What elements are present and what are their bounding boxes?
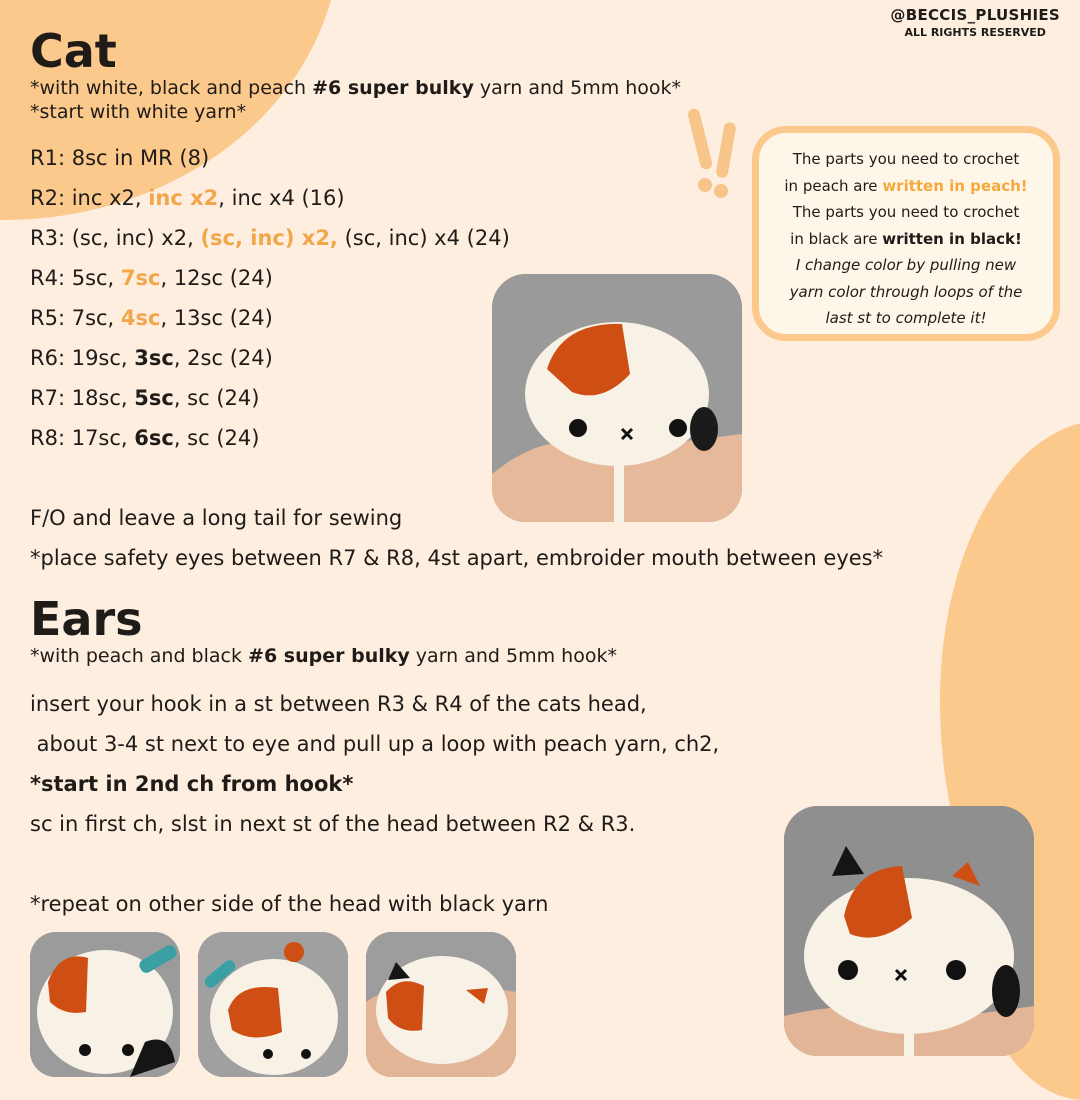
peach-stitch-text: 7sc <box>120 266 161 290</box>
photo-cat-with-ears <box>784 806 1034 1056</box>
row-text: R7: 18sc, <box>30 386 135 410</box>
ears-step-1: insert your hook in a st between R3 & R4 of the cats head, <box>30 692 647 716</box>
row-text: R3: (sc, inc) x2, <box>30 226 201 250</box>
row-text: , sc (24) <box>173 386 260 410</box>
row-text: , 2sc (24) <box>173 346 273 370</box>
cat-finish: F/O and leave a long tail for sewing <box>30 506 403 530</box>
black-stitch-text: 3sc <box>134 346 174 370</box>
black-stitch-text: 5sc <box>134 386 174 410</box>
row-text: , 13sc (24) <box>160 306 273 330</box>
ears-materials-yarn: #6 super bulky <box>248 645 410 667</box>
row-text: (sc, inc) x4 (24) <box>337 226 510 250</box>
peach-stitch-text: (sc, inc) x2, <box>200 226 338 250</box>
pattern-row <box>30 146 209 170</box>
row-text: R6: 19sc, <box>30 346 135 370</box>
ears-materials-suffix: yarn and 5mm hook* <box>409 645 617 667</box>
pattern-row <box>30 186 345 210</box>
note-line-5: I change color by pulling new <box>795 256 1017 274</box>
note-line-3: The parts you need to crochet <box>792 203 1020 221</box>
row-text: R2: inc x2, <box>30 186 149 210</box>
pattern-row <box>30 266 273 290</box>
cat-materials <box>30 78 681 100</box>
brand-watermark <box>890 6 1060 39</box>
cat-materials-yarn: #6 super bulky <box>312 77 474 99</box>
brand-handle: @BECCIS_PLUSHIES <box>890 6 1060 24</box>
row-text: , sc (24) <box>173 426 260 450</box>
cat-start-note: *start with white yarn* <box>30 101 247 123</box>
row-text: R5: 7sc, <box>30 306 121 330</box>
pattern-row <box>30 306 273 330</box>
row-text: R8: 17sc, <box>30 426 135 450</box>
pattern-row <box>30 226 510 250</box>
cat-title: Cat <box>30 24 117 78</box>
row-text: R4: 5sc, <box>30 266 121 290</box>
photo-step-2 <box>198 932 348 1077</box>
ears-step-2: about 3-4 st next to eye and pull up a loop with peach yarn, ch2, <box>30 732 720 756</box>
peach-stitch-text: 4sc <box>120 306 161 330</box>
ears-step-3: *start in 2nd ch from hook* <box>30 772 354 796</box>
row-text: , 12sc (24) <box>160 266 273 290</box>
row-text: R1: 8sc in MR (8) <box>30 146 210 170</box>
note-line-2: in peach are written in peach! <box>784 176 1028 195</box>
ears-materials <box>30 646 617 668</box>
peach-stitch-text: inc x2 <box>148 186 219 210</box>
cat-materials-prefix: *with white, black and peach <box>30 77 313 99</box>
row-text: , inc x4 (16) <box>218 186 345 210</box>
note-line-1: The parts you need to crochet <box>792 150 1020 168</box>
photo-cat-head <box>492 274 742 522</box>
pattern-row <box>30 386 259 410</box>
black-stitch-text: 6sc <box>134 426 174 450</box>
pattern-row <box>30 426 259 450</box>
cat-eyes-instruction: *place safety eyes between R7 & R8, 4st apart, embroider mouth between eyes* <box>30 546 884 570</box>
ears-step-5: *repeat on other side of the head with black yarn <box>30 892 549 916</box>
photo-step-3 <box>366 932 516 1077</box>
pattern-row <box>30 346 273 370</box>
rights-reserved: ALL RIGHTS RESERVED <box>904 26 1046 39</box>
note-line-7: last st to complete it! <box>825 309 987 327</box>
photo-step-1 <box>30 932 180 1077</box>
ears-materials-prefix: *with peach and black <box>30 645 249 667</box>
note-line-6: yarn color through loops of the <box>789 282 1023 301</box>
color-legend-note <box>752 126 1060 341</box>
note-line-4: in black are written in black! <box>790 229 1022 248</box>
cat-materials-suffix: yarn and 5mm hook* <box>473 77 682 99</box>
ears-step-4: sc in first ch, slst in next st of the head between R2 & R3. <box>30 812 636 836</box>
ears-title: Ears <box>30 592 143 646</box>
